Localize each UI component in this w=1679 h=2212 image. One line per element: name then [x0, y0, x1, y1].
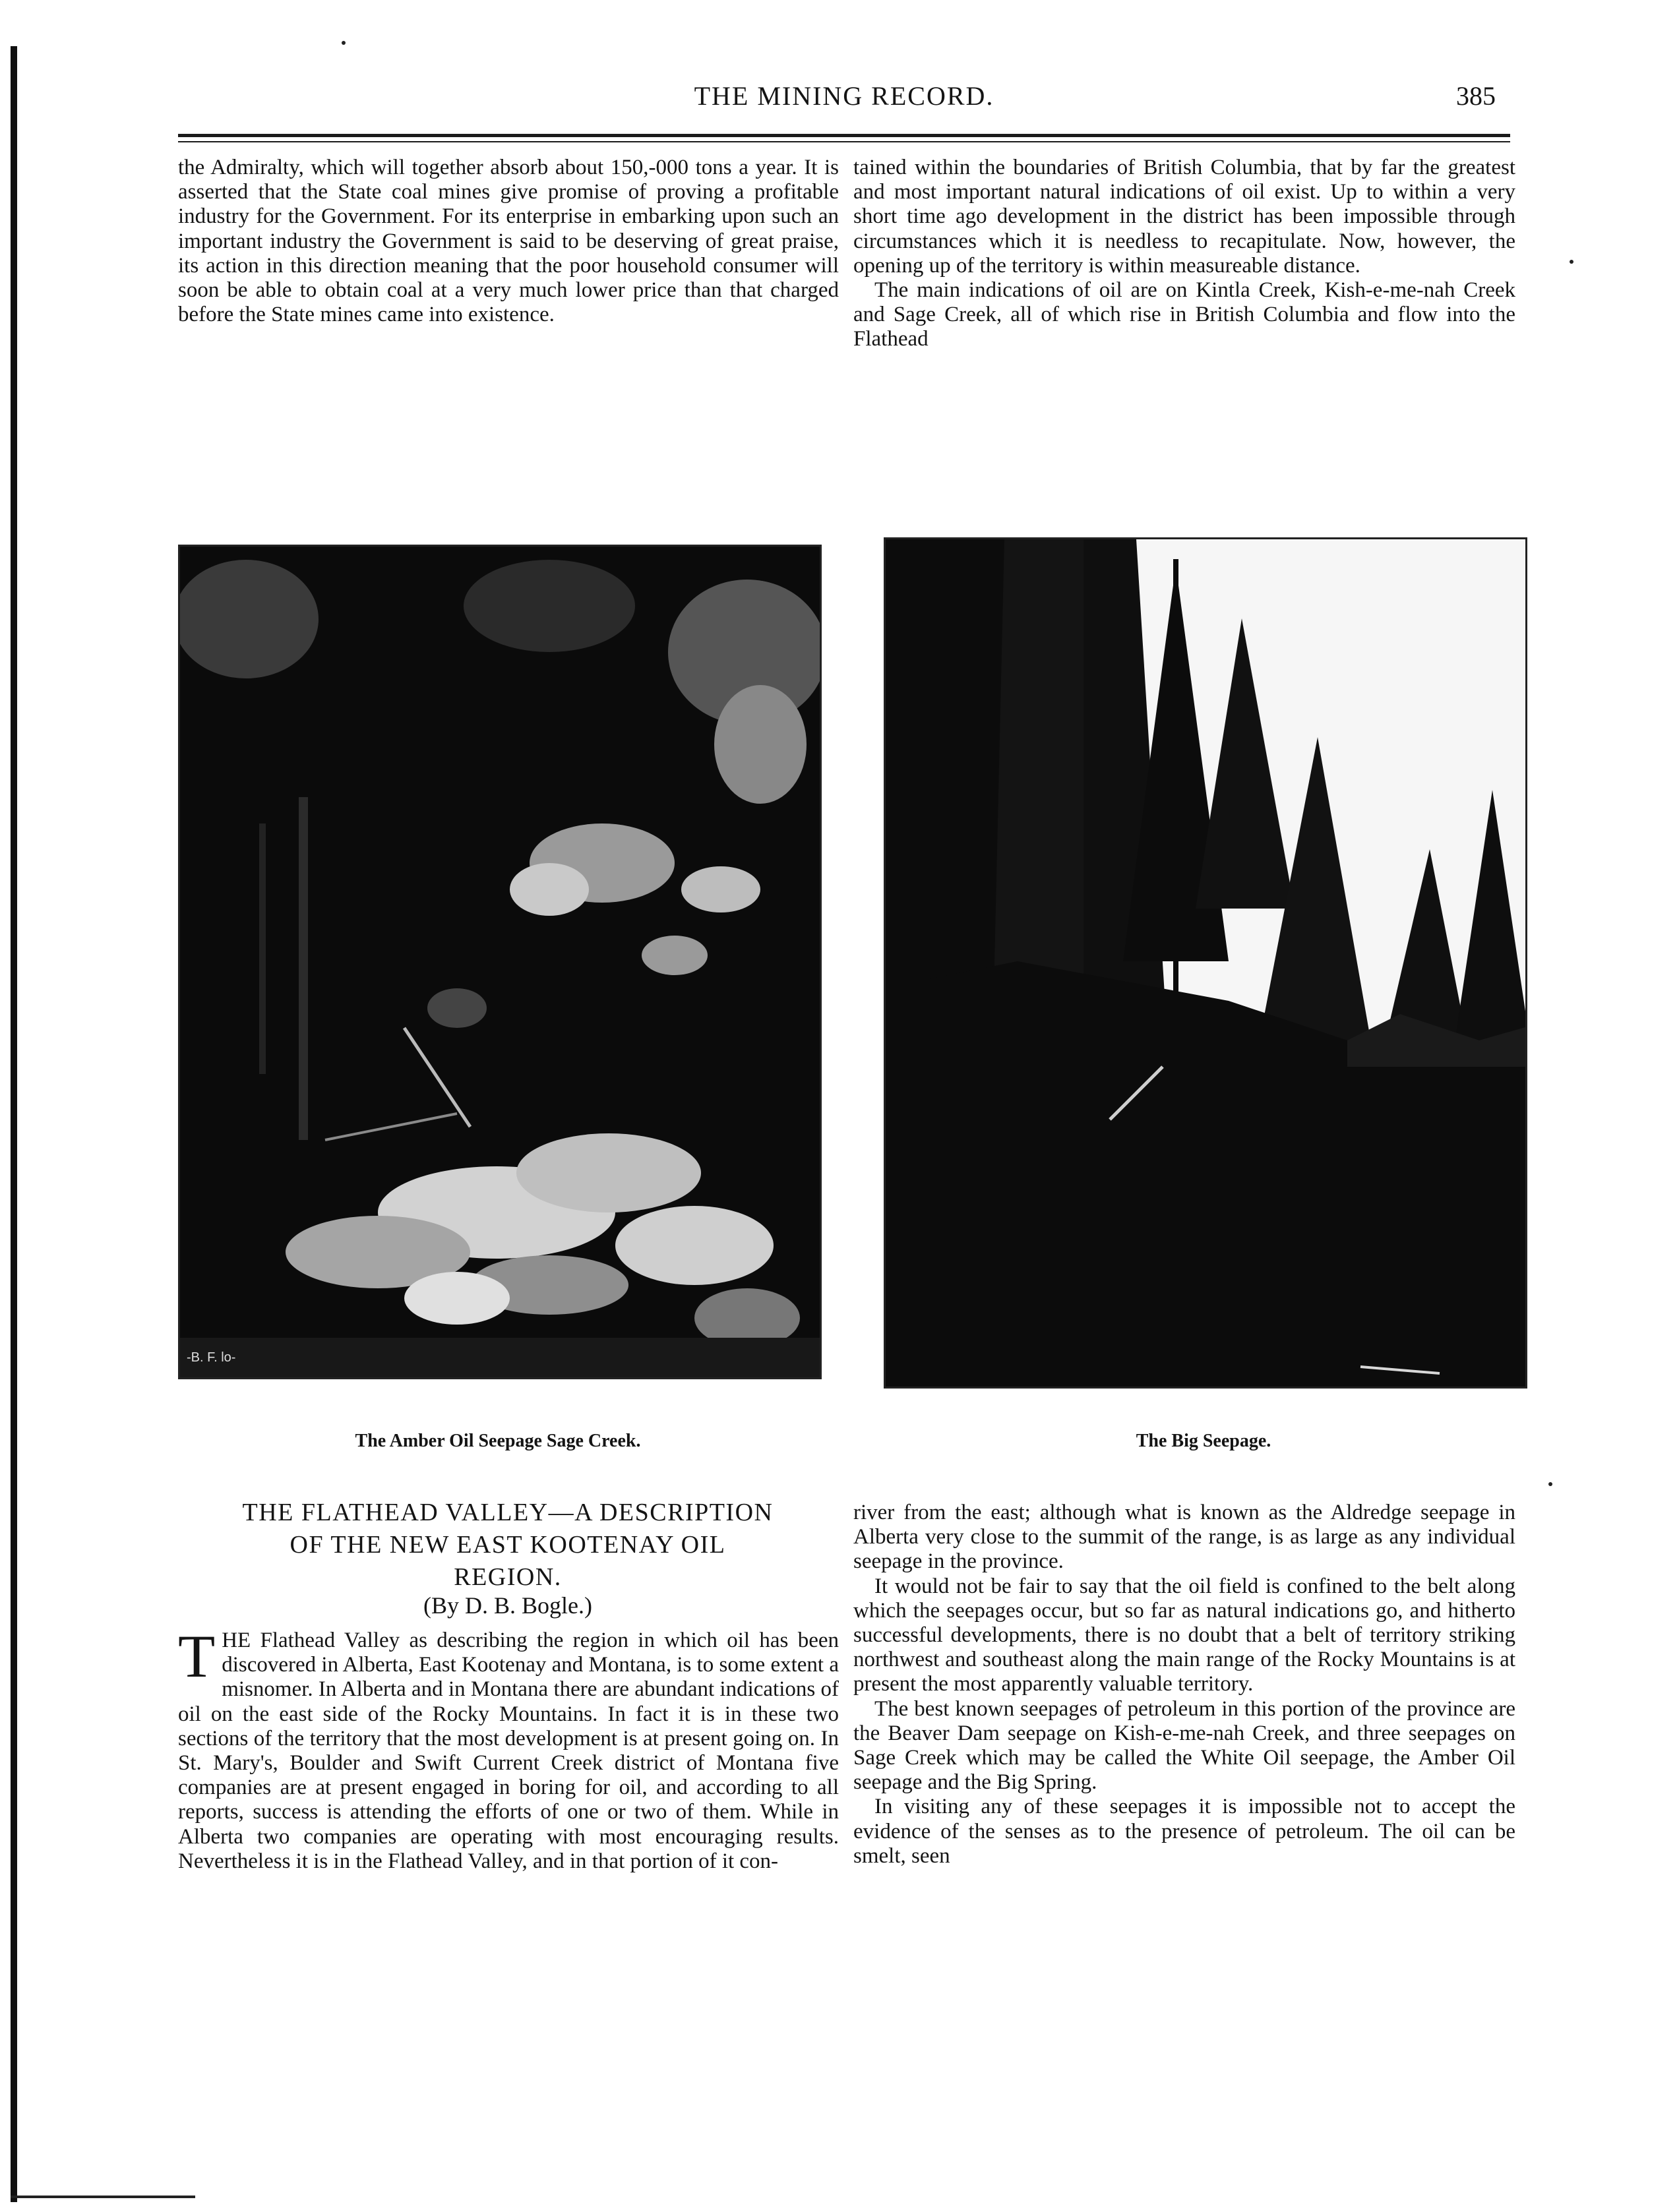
paragraph: the Admiralty, which will together absorb about 150,-000 tons a year. It is asserted that the State coal mines give promise of proving a profitable industry for the Government. For its enterprise in embarking upon such an important industry the Government is said to be deserving of great praise, its action in this direction meaning that the poor household consumer will soon be able to obtain coal at a very much lower price than that charged before the State mines came into existence.: [178, 156, 839, 327]
binding-foot-line: [11, 2196, 195, 2198]
binding-edge: [11, 46, 17, 2202]
page-number: 385: [1456, 81, 1496, 111]
photo-image: [180, 547, 820, 1377]
top-left-column: [178, 156, 839, 327]
print-speck: [1570, 260, 1573, 264]
paragraph: It would not be fair to say that the oil field is confined to the belt along which the seepages occur, but so far as natural indications go, and hitherto successful developments, there is no doubt that a belt of territory striking northwest and southeast along the main range of the Rocky Mountains is at present the most apparently valuable territory.: [853, 1574, 1515, 1696]
paragraph: tained within the boundaries of British Columbia, that by far the greatest and most important natural indications of oil exist. Up to within a very short time ago development in the district has been impossible through circumstances which it is needless to recapitulate. Now, however, the opening up of the territory is within measureable distance.: [853, 156, 1515, 278]
article-right-column: [853, 1501, 1515, 1868]
header-rule-thin: [178, 141, 1510, 142]
left-photo-caption: The Amber Oil Seepage Sage Creek.: [355, 1431, 641, 1451]
article-title: [178, 1497, 838, 1594]
running-header: [178, 80, 1510, 120]
print-speck: [1548, 1482, 1552, 1486]
photo-image: [886, 539, 1525, 1387]
article-byline: (By D. B. Bogle.): [423, 1592, 592, 1619]
drop-cap: T: [178, 1623, 216, 1690]
photo-amber-oil-seepage: [178, 545, 822, 1379]
journal-title: THE MINING RECORD.: [694, 81, 994, 111]
photo-big-seepage: [884, 537, 1527, 1389]
print-speck: [342, 41, 346, 45]
header-rule: [178, 134, 1510, 137]
paragraph: river from the east; although what is known as the Aldredge seepage in Alberta very close to the summit of the range, is as large as any individual seepage in the province.: [853, 1501, 1515, 1574]
article-title-line: OF THE NEW EAST KOOTENAY OIL: [290, 1531, 726, 1559]
article-title-line: THE FLATHEAD VALLEY—A DESCRIPTION: [242, 1499, 774, 1526]
right-photo-caption: The Big Seepage.: [1136, 1431, 1271, 1451]
photographer-mark: -B. F. lo-: [187, 1350, 236, 1365]
article-left-column: [178, 1623, 839, 1874]
article-title-line: REGION.: [454, 1563, 562, 1591]
paragraph: The main indications of oil are on Kintla Creek, Kish-e-me-nah Creek and Sage Creek, all of which rise in British Columbia and flow into the Flathead: [853, 278, 1515, 351]
paragraph: The best known seepages of petroleum in this portion of the province are the Beaver Dam seepage on Kish-e-me-nah Creek, and three seepages on Sage Creek which may be called the White Oil seepage, the Amber Oil seepage and the Big Spring.: [853, 1696, 1515, 1795]
top-right-column: [853, 156, 1515, 352]
paragraph: In visiting any of these seepages it is impossible not to accept the evidence of the senses as to the presence of petroleum. The oil can be smelt, seen: [853, 1795, 1515, 1868]
paragraph: HE Flathead Valley as describing the region in which oil has been discovered in Alberta, East Kootenay and Montana, is to some extent a misnomer. In Alberta and in Montana there are abundant indications of oil on the east side of the Rocky Mountains. In fact it is in these two sections of the territory that the most development is at present going on. In St. Mary's, Boulder and Swift Current Creek district of Montana five companies are at present engaged in boring for oil, and according to all reports, success is attending the efforts of one or two of them. While in Alberta two companies are operating with most encouraging results. Nevertheless it is in the Flathead Valley, and in that portion of it con-: [178, 1629, 839, 1873]
